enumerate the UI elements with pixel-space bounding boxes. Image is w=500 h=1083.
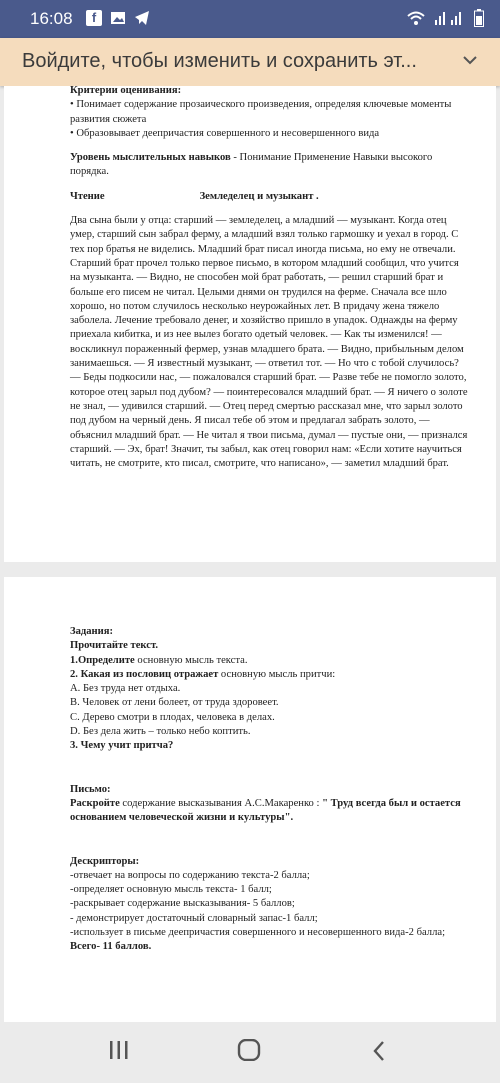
- tasks-heading: Задания:: [70, 626, 114, 637]
- task1-bold: 1.Определите: [70, 654, 135, 666]
- task-1: [70, 654, 468, 668]
- page1-text: [70, 84, 470, 471]
- wifi-icon: [406, 10, 426, 26]
- option-b: B. Человек от лени болеет, от труда здоровеет.: [70, 697, 279, 709]
- descriptor-4: - демонстрирует достаточный словарный запас-1 балл;: [70, 912, 318, 924]
- task-2: [70, 668, 468, 682]
- reading-title-line: [70, 190, 470, 204]
- option-d: D. Без дела жить – только небо коптить.: [70, 726, 251, 738]
- option-a: A. Без труда нет отдыха.: [70, 683, 181, 695]
- facebook-icon: f: [86, 10, 102, 26]
- letter-bold: Раскройте: [70, 797, 120, 809]
- task1-rest: основную мысль текста.: [134, 654, 248, 666]
- task-3: 3. Чему учит притча?: [70, 740, 174, 752]
- sign-in-banner[interactable]: [0, 38, 500, 86]
- signal-icon: [434, 10, 466, 26]
- telegram-icon: [134, 10, 150, 26]
- letter-quote: " Труд всегда был и остается основанием человеческой жизни и культуры".: [70, 797, 461, 824]
- navigation-bar: [0, 1022, 500, 1083]
- descriptor-3: -раскрывает содержание высказывания- 5 баллов;: [70, 898, 295, 910]
- task2-rest: основную мысль притчи:: [218, 668, 336, 680]
- letter-task: [70, 797, 468, 826]
- page2-text: [70, 625, 468, 955]
- gallery-icon: [110, 10, 126, 26]
- descriptor-1: -отвечает на вопросы по содержанию текста-2 балла;: [70, 869, 310, 881]
- skill-level: [70, 151, 470, 180]
- criteria-item-1: • Понимает содержание прозаического произведения, определяя ключевые моменты развития сюжета: [70, 99, 452, 125]
- descriptor-2: -определяет основную мысль текста- 1 балл;: [70, 884, 272, 896]
- document-page-2: [4, 577, 496, 1022]
- option-c: C. Дерево смотри в плодах, человека в делах.: [70, 711, 275, 723]
- home-icon[interactable]: [237, 1039, 261, 1061]
- reading-label: Чтение: [70, 190, 105, 202]
- document-page-1: [4, 86, 496, 562]
- descriptors-heading: Дескрипторы:: [70, 855, 140, 867]
- letter-mid: содержание высказывания А.С.Макаренко :: [119, 797, 323, 809]
- level-text: - Понимание Применение Навыки высокого порядка.: [70, 152, 433, 178]
- story-title: Земледелец и музыкант .: [199, 190, 319, 202]
- task-read: Прочитайте текст.: [70, 640, 159, 652]
- letter-heading: Письмо:: [70, 783, 111, 795]
- descriptor-5: -использует в письме деепричастия совершенного и несовершенного вида-2 балла;: [70, 927, 446, 939]
- recent-apps-icon[interactable]: [108, 1040, 130, 1060]
- chevron-down-icon[interactable]: [462, 52, 478, 68]
- status-bar: [0, 0, 500, 38]
- battery-icon: [474, 9, 484, 27]
- back-icon[interactable]: [372, 1040, 386, 1062]
- total-score: Всего- 11 баллов.: [70, 941, 152, 953]
- level-label: Уровень мыслительных навыков: [70, 152, 231, 164]
- criteria-heading: Критерии оценивания:: [70, 85, 182, 96]
- status-time: 16:08: [30, 9, 73, 28]
- story-text: Два сына были у отца: старший — земледелец, а младший — музыкант. Когда отец умер, старший сын забрал ферму, а младший взял только гармошку и уехал в город. С тех пор братья не виделись. Младший брат писал иногда письма, но ему не отвечали. Старший брат прочел только первое письмо, в котором младший сообщил, что учится на музыканта. — Видно, не способен мой брат работать, — решил старший брат и больше его писем не читал. Целыми днями он трудился на ферме. Сначала все шло хорошо, но потом случилось несколько неурожайных лет. В придачу жена тяжело заболела. Лечение требовало денег, и хозяйство пришло в упадок. Однажды на ферму приехала кибитка, и из нее вылез богато одетый человек. — Как ты изменился! — воскликнул пораженный фермер, узнав младшего брата. — Видно, прибыльным делом занимаешься. — Я известный музыкант, — ответил тот. — Но что с тобой случилось? — Беды подкосили нас, — пожаловался старший брат. — Разве тебе не помогло золото, которое отец зарыл под дубом? — поинтересовался младший брат. — Я ничего о золоте не знал, — удивился старший. — Отец перед смертью рассказал мне, что зарыл золото под дубом на черный день. Я писал тебе об этом и предлагал забрать золото, — объяснил младший брат. — Не читал я твои письма, думал — пустые они, — признался старший. — Эх, брат! Значит, ты забыл, как отец говорил нам: «Если хотите научиться читать, не смотрите, кто писал, смотрите, что написано», — заметил младший брат.: [70, 215, 468, 470]
- task2-bold: 2. Какая из пословиц отражает: [70, 668, 219, 680]
- banner-text: Войдите, чтобы изменить и сохранить эт...: [22, 50, 417, 72]
- criteria-item-2: • Образовывает деепричастия совершенного и несовершенного вида: [70, 127, 380, 139]
